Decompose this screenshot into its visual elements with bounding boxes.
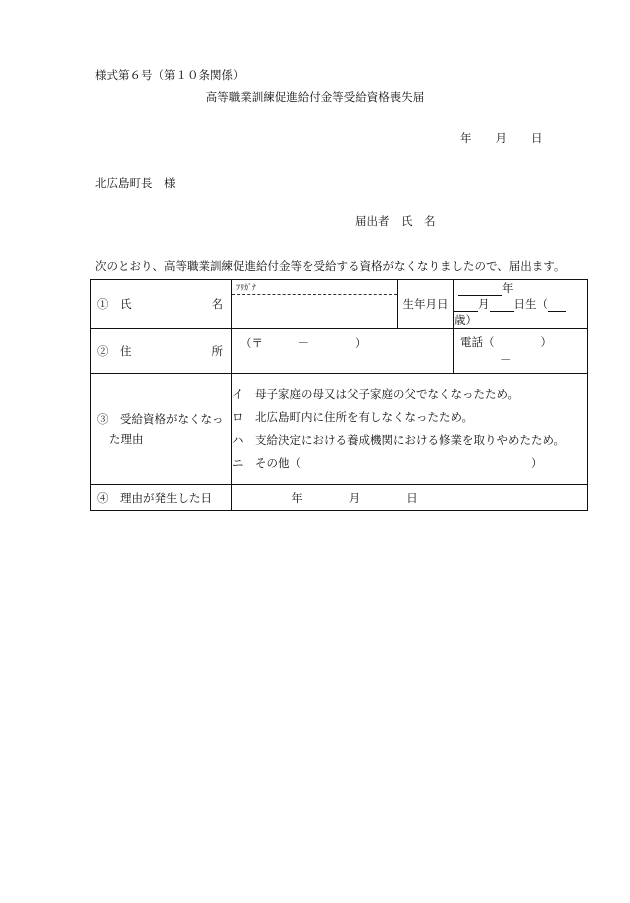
address-label-b: 所	[211, 344, 223, 358]
row-reason-date	[91, 485, 588, 511]
form-table	[90, 279, 588, 511]
postal-code-field[interactable]: （〒 － ）	[240, 336, 367, 350]
date-year: 年	[460, 131, 472, 145]
row-number: ①	[97, 297, 109, 311]
row-reason	[91, 374, 588, 485]
intro-text: 次のとおり、高等職業訓練促進給付金等を受給する資格がなくなりましたので、届出ます。	[95, 259, 566, 273]
birth-month-label: 月	[478, 297, 490, 311]
birth-day-label: 日生（	[513, 297, 549, 311]
name-label-cell	[91, 280, 232, 329]
submission-date	[460, 130, 543, 146]
name-label-b: 名	[211, 297, 223, 311]
reason-option-ro[interactable]: ロ 北広島町内に住所を有しなくなったため。	[232, 410, 474, 424]
row-number: ②	[97, 344, 109, 358]
address-label-cell	[91, 329, 232, 374]
addressee: 北広島町長 様	[95, 176, 176, 190]
phone-dash: －	[500, 353, 512, 367]
phone-label: 電話（ ）	[460, 335, 553, 349]
document-title: 高等職業訓練促進給付金等受給資格喪失届	[205, 90, 425, 104]
furigana-label: ﾌﾘｶﾞﾅ	[232, 280, 397, 295]
reason-option-i[interactable]: イ 母子家庭の母又は父子家庭の父でなくなったため。	[232, 387, 520, 401]
reason-date-field[interactable]	[232, 485, 588, 511]
applicant-name-label: 届出者 氏 名	[355, 214, 436, 228]
birth-year-label: 年	[502, 281, 514, 295]
reason-label-1: 受給資格がなくなっ	[120, 412, 224, 426]
birthdate-field[interactable]	[454, 280, 588, 329]
reason-date-text: 年 月 日	[291, 490, 418, 505]
reason-option-ni[interactable]: ニ その他（ ）	[232, 456, 543, 470]
row-address	[91, 329, 588, 374]
name-field[interactable]	[232, 280, 398, 329]
reason-label-2: た理由	[109, 432, 144, 446]
row-number: ③	[97, 412, 109, 426]
reason-date-label: ④ 理由が発生した日	[91, 485, 232, 511]
reason-label-cell	[91, 374, 232, 485]
address-label-a: 住	[120, 344, 132, 358]
row-name	[91, 280, 588, 329]
date-day: 日	[531, 131, 543, 145]
date-month: 月	[495, 131, 507, 145]
phone-field[interactable]	[454, 329, 588, 374]
form-number: 様式第６号（第１０条関係）	[95, 68, 245, 82]
birthdate-label: 生年月日	[398, 280, 454, 329]
age-label: 歳）	[454, 313, 478, 327]
address-field[interactable]	[232, 329, 454, 374]
reason-options	[232, 374, 588, 485]
name-label-a: 氏	[120, 297, 132, 311]
reason-option-ha[interactable]: ハ 支給決定における養成機関における修業を取りやめたため。	[232, 433, 566, 447]
